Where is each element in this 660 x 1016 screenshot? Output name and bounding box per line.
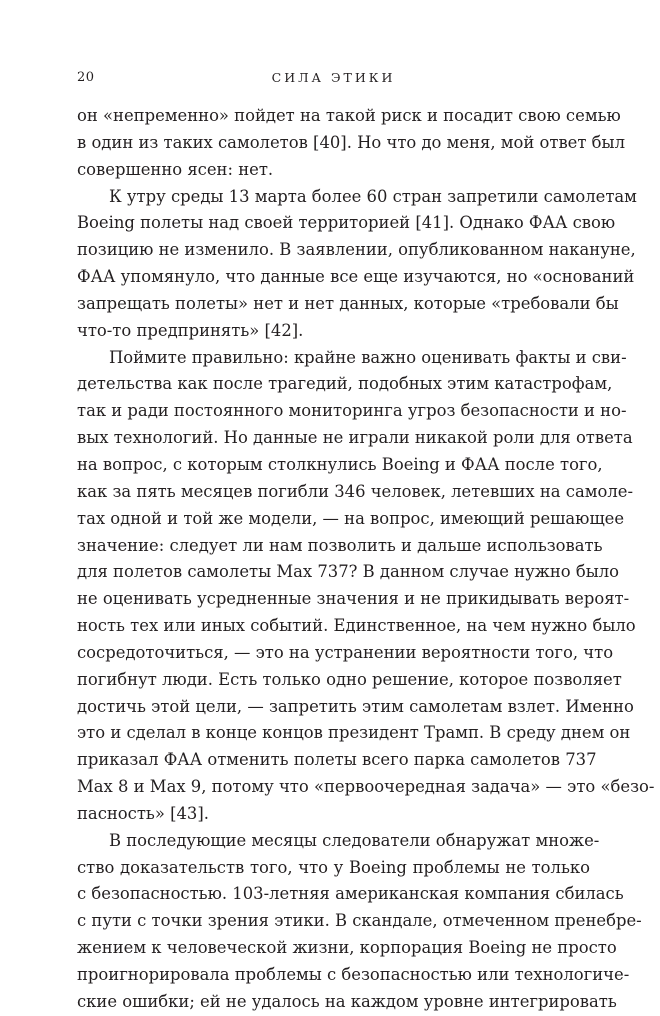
- text-line: запрещать полеты» нет и нет данных, которые «требовали бы: [77, 293, 619, 313]
- text-line: ность тех или иных событий. Единственное, на чем нужно было: [77, 616, 636, 636]
- text-line: приказал ФАА отменить полеты всего парка самолетов 737: [77, 750, 597, 770]
- text-line: с безопасностью. 103-летняя американская компания сбилась: [77, 884, 624, 904]
- text-line: он «непременно» пойдет на такой риск и посадит свою семью: [77, 106, 621, 125]
- text-line: детельства как после трагедий, подобных этим катастрофам,: [77, 374, 613, 394]
- text-line: для полетов самолеты Max 737? В данном случае нужно было: [77, 562, 620, 582]
- text-line: погибнут люди. Есть только одно решение, которое позволяет: [77, 669, 622, 689]
- text-line: ские ошибки; ей не удалось на каждом уровне интегрировать: [77, 991, 617, 1011]
- page-number: 20: [77, 70, 95, 85]
- text-line: Поймите правильно: крайне важно оценивать факты и сви-: [109, 347, 627, 367]
- text-line: В последующие месяцы следователи обнаружат множе-: [109, 830, 600, 850]
- text-line: жением к человеческой жизни, корпорация Boeing не просто: [77, 938, 617, 958]
- text-line: Max 8 и Max 9, потому что «первоочередная задача» — это «безо-: [77, 777, 655, 797]
- text-line: это и сделал в конце концов президент Трамп. В среду днем он: [77, 723, 631, 743]
- text-line: вых технологий. Но данные не играли никакой роли для ответа: [77, 428, 633, 448]
- text-line: позицию не изменило. В заявлении, опубликованном накануне,: [77, 240, 636, 260]
- text-line: в один из таких самолетов [40]. Но что до меня, мой ответ был: [77, 132, 625, 152]
- text-line: достичь этой цели, — запретить этим самолетам взлет. Именно: [77, 696, 634, 716]
- running-head: СИЛА ЭТИКИ: [271, 70, 396, 85]
- text-line: проигнорировала проблемы с безопасностью или технологиче-: [77, 965, 630, 984]
- text-line: ство доказательств того, что у Boeing проблемы не только: [77, 857, 590, 877]
- text-line: так и ради постоянного мониторинга угроз безопасности и но-: [77, 401, 627, 421]
- text-line: не оценивать усредненные значения и не прикидывать вероят-: [77, 589, 630, 609]
- text-line: с пути с точки зрения этики. В скандале, отмеченном пренебре-: [77, 911, 642, 931]
- text-line: что-то предпринять» [42].: [77, 320, 304, 340]
- text-line: совершенно ясен: нет.: [77, 159, 274, 179]
- body-text: [77, 103, 655, 1016]
- text-line: К утру среды 13 марта более 60 стран запретили самолетам: [109, 186, 637, 206]
- text-line: Boeing полеты над своей территорией [41]. Однако ФАА свою: [77, 213, 616, 233]
- text-line: тах одной и той же модели, — на вопрос, имеющий решающее: [77, 508, 625, 528]
- text-line: как за пять месяцев погибли 346 человек, летевших на самоле-: [77, 481, 633, 501]
- text-line: значение: следует ли нам позволить и дальше использовать: [77, 535, 603, 555]
- text-line: пасность» [43].: [77, 803, 209, 823]
- text-line: ФАА упомянуло, что данные все еще изучаются, но «оснований: [77, 267, 635, 287]
- page-header: [77, 70, 590, 90]
- text-line: на вопрос, с которым столкнулись Boeing и ФАА после того,: [77, 454, 603, 474]
- text-line: сосредоточиться, — это на устранении вероятности того, что: [77, 642, 614, 662]
